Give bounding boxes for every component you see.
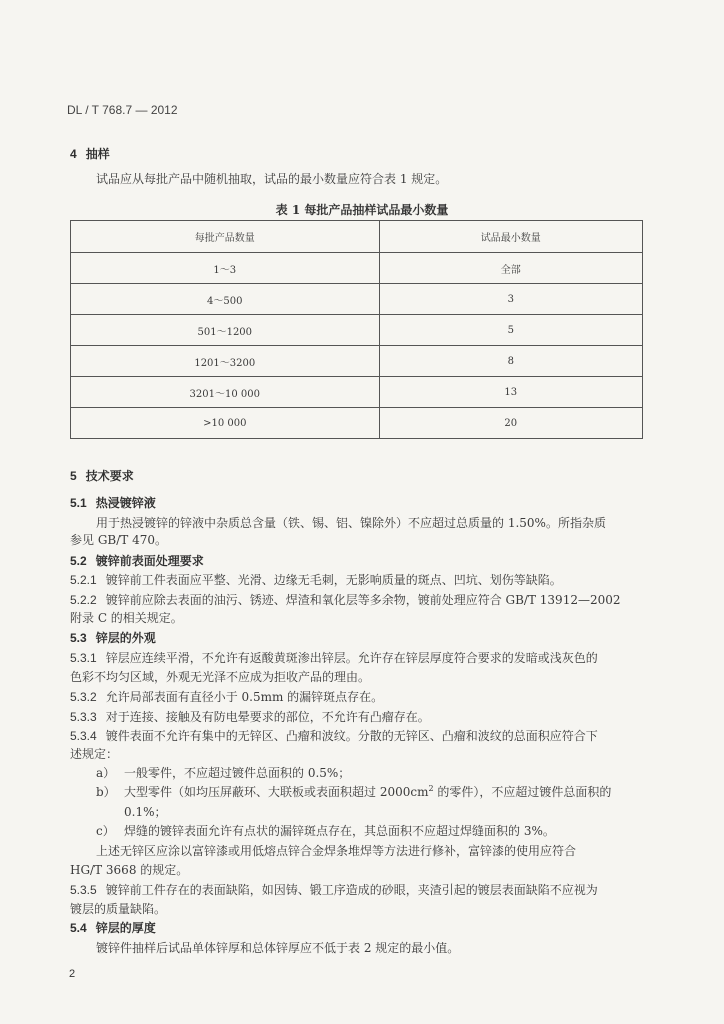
clause-text: 允许局部表面有直径小于 0.5mm 的漏锌斑点存在。 [105, 690, 384, 704]
clause-text: 对于连接、接触及有防电晕要求的部位，不允许有凸瘤存在。 [105, 710, 430, 724]
clause-5-2-1 [70, 571, 562, 588]
clause-text: 镀锌前应除去表面的油污、锈迹、焊渣和氧化层等多余物，镀前处理应符合 GB/T 13912—2002 [105, 593, 621, 607]
table-header-cell: 试品最小数量 [379, 221, 642, 253]
clause-number: 5.2.2 [70, 593, 97, 607]
paragraph-line: 用于热浸镀锌的锌液中杂质总含量（铁、锡、铝、镍除外）不应超过总质量的 1.50%。所指杂质 [96, 516, 606, 530]
clause-text: 镀锌前工件表面应平整、光滑、边缘无毛刺，无影响质量的斑点、凹坑、划伤等缺陷。 [105, 573, 562, 587]
table-cell: 13 [379, 377, 642, 408]
table-cell: 501～1200 [71, 315, 380, 346]
table-row [71, 377, 643, 408]
section-number: 5 [70, 469, 77, 483]
section-title: 镀锌前表面处理要求 [95, 554, 204, 568]
paragraph-line: 附录 C 的相关规定。 [70, 611, 183, 625]
clause-text: 锌层应连续平滑，不允许有返酸黄斑渗出锌层。允许存在锌层厚度符合要求的发暗或浅灰色的 [105, 651, 598, 665]
clause-number: 5.3.4 [70, 729, 97, 743]
section-number: 5.1 [70, 496, 87, 510]
clause-5-3-5 [70, 881, 598, 898]
list-marker: b） [96, 785, 116, 799]
paragraph-line: 镀锌件抽样后试品单体锌厚和总体锌厚应不低于表 2 规定的最小值。 [96, 941, 460, 955]
clause-text: 镀锌前工件存在的表面缺陷，如因铸、锻工序造成的砂眼，夹渣引起的镀层表面缺陷不应视为 [105, 883, 598, 897]
section-5-4-heading [70, 919, 156, 936]
list-marker: a） [96, 766, 116, 780]
table-header-cell: 每批产品数量 [71, 221, 380, 253]
sampling-table [70, 220, 643, 439]
table-cell: 3 [379, 284, 642, 315]
list-text: 焊缝的镀锌表面允许有点状的漏锌斑点存在，其总面积不应超过焊缝面积的 3%。 [124, 824, 555, 838]
clause-5-2-2 [70, 591, 621, 608]
list-item-c [96, 822, 555, 839]
section-title: 抽样 [85, 147, 110, 161]
list-item-b-continuation: 0.1%； [124, 805, 167, 819]
list-text: 一般零件，不应超过镀件总面积的 0.5%； [124, 766, 351, 780]
table-row [71, 315, 643, 346]
paragraph-line: HG/T 3668 的规定。 [70, 863, 189, 877]
section-4-heading [70, 145, 110, 162]
paragraph-line: 述规定： [70, 747, 119, 761]
section-5-1-heading [70, 494, 156, 511]
table-row [71, 408, 643, 439]
clause-5-3-3 [70, 708, 430, 725]
paragraph-line: 参见 GB/T 470。 [70, 533, 167, 547]
clause-number: 5.3.2 [70, 690, 97, 704]
paragraph-line: 上述无锌区应涂以富锌漆或用低熔点锌合金焊条堆焊等方法进行修补，富锌漆的使用应符合 [96, 844, 577, 858]
table-cell: 全部 [379, 253, 642, 284]
list-marker: c） [96, 824, 115, 838]
table-row [71, 284, 643, 315]
section-number: 4 [70, 147, 77, 161]
document-code-header: DL / T 768.7 — 2012 [67, 103, 178, 117]
section-number: 5.3 [70, 631, 87, 645]
list-item-a [96, 764, 350, 781]
superscript: 2 [428, 784, 434, 793]
table-header-row [71, 221, 643, 253]
table-row [71, 253, 643, 284]
clause-5-3-4 [70, 727, 598, 744]
list-item-b [96, 783, 611, 800]
clause-number: 5.2.1 [70, 573, 97, 587]
table-cell: 5 [379, 315, 642, 346]
section-5-heading [70, 467, 134, 484]
table-cell: 1～3 [71, 253, 380, 284]
clause-5-3-1 [70, 649, 598, 666]
section-title: 技术要求 [85, 469, 134, 483]
table-1-caption: 表 1 每批产品抽样试品最小数量 [275, 203, 449, 217]
list-text: 的零件），不应超过镀件总面积的 [433, 785, 612, 799]
table-cell: 4～500 [71, 284, 380, 315]
clause-number: 5.3.5 [70, 883, 97, 897]
paragraph-line: 色彩不均匀区域，外观无光泽不应成为拒收产品的理由。 [70, 670, 371, 684]
section-5-2-heading [70, 552, 204, 569]
page-number: 2 [69, 968, 76, 980]
paragraph-line: 镀层的质量缺陷。 [70, 902, 167, 916]
section-5-3-heading [70, 629, 156, 646]
table-cell: 8 [379, 346, 642, 377]
clause-number: 5.3.1 [70, 651, 97, 665]
table-row [71, 346, 643, 377]
table-cell: 20 [379, 408, 642, 439]
list-text: 大型零件（如均压屏蔽环、大联板或表面积超过 2000cm [124, 785, 429, 799]
clause-number: 5.3.3 [70, 710, 97, 724]
section-title: 热浸镀锌液 [95, 496, 156, 510]
section-4-text: 试品应从每批产品中随机抽取，试品的最小数量应符合表 1 规定。 [96, 172, 448, 186]
table-cell: >10 000 [71, 408, 380, 439]
clause-text: 镀件表面不允许有集中的无锌区、凸瘤和波纹。分散的无锌区、凸瘤和波纹的总面积应符合下 [105, 729, 598, 743]
section-title: 锌层的厚度 [95, 921, 156, 935]
section-number: 5.2 [70, 554, 87, 568]
table-cell: 3201～10 000 [71, 377, 380, 408]
clause-5-3-2 [70, 688, 383, 705]
section-title: 锌层的外观 [95, 631, 156, 645]
section-number: 5.4 [70, 921, 87, 935]
table-cell: 1201～3200 [71, 346, 380, 377]
